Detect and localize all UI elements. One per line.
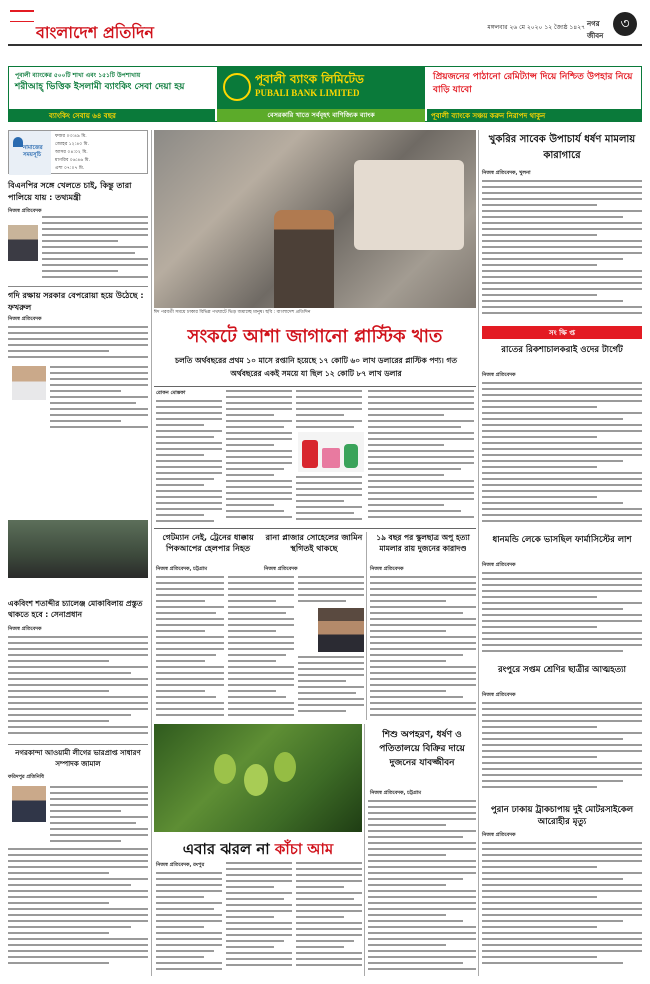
story2-title[interactable]: গদি রক্ষায় সরকার বেপরোয়া হয়ে উঠেছে : ফখরুল	[8, 291, 144, 312]
mango-fruit-2	[244, 764, 268, 796]
col-divider-mid	[366, 532, 367, 720]
mango-headline-highlight: কাঁচা আম	[274, 840, 334, 858]
child-byline: নিজস্ব প্রতিবেদক, চট্টগ্রাম	[370, 790, 421, 796]
pubali-logo-icon	[223, 73, 251, 101]
mosque-icon	[13, 137, 23, 147]
prayer-title: নামাজের সময়সূচি	[23, 145, 43, 158]
mango-body-a	[156, 872, 222, 976]
mango-fruit-3	[274, 752, 296, 782]
masthead-rule	[8, 44, 642, 46]
lead-rule	[154, 386, 476, 387]
fakhrul-photo	[12, 366, 46, 400]
col-divider-left	[151, 130, 152, 976]
story2-byline: নিজস্ব প্রতিবেদক	[8, 316, 42, 322]
old-dhaka-byline: নিজস্ব প্রতিবেদক	[482, 832, 516, 838]
middle-rule	[154, 528, 476, 529]
mango-byline: নিজস্ব প্রতিবেদক, রংপুর	[156, 862, 205, 868]
rape-byline: নিজস্ব প্রতিবেদক, খুলনা	[482, 170, 531, 176]
story1-body	[42, 216, 148, 282]
masthead	[0, 0, 650, 64]
lead-body-col3	[296, 390, 362, 430]
col-divider-child	[364, 724, 365, 976]
ad-right-bottom: পূবালী ব্যাংকে সঞ্চয় করুন নিরাপদ থাকুন	[431, 112, 546, 120]
red-chair-icon	[302, 440, 318, 468]
sack-pile	[354, 160, 464, 250]
pink-basket-icon	[322, 448, 340, 468]
night-byline: নিজস্ব প্রতিবেদক	[482, 372, 516, 378]
ad-left-main: শরীআহ্ ভিত্তিক ইসলামী ব্যাংকিং সেবা দেয়া হয়	[15, 82, 185, 92]
lead-body-col1	[156, 400, 222, 526]
logo-title[interactable]: বাংলাদেশ প্রতিদিন	[36, 23, 154, 42]
ad-left-top: পূবালী ব্যাংকের ৫০০টি শাখা এবং ১৫১টি উপশাখায়	[15, 72, 141, 79]
page-number-badge	[613, 12, 637, 36]
ad-right-main: প্রিয়জনের পাঠানো রেমিট্যান্স দিয়ে নিশ্চিত উপহার নিয়ে বাড়ি যাবো	[433, 72, 633, 95]
child-title[interactable]: শিশু অপহরণ, ধর্ষণ ও পতিতালয়ে বিক্রির দায়ে দুজনের যাবজ্জীবন	[379, 730, 465, 768]
dhanmondi-byline: নিজস্ব প্রতিবেদক	[482, 562, 516, 568]
rangpur-byline: নিজস্ব প্রতিবেদক	[482, 692, 516, 698]
story1-title[interactable]: বিএনপির সঙ্গে খেলতে চাই, কিন্তু তারা পালিয়ে যায় : তথ্যমন্ত্রী	[8, 181, 132, 202]
market-photo	[154, 130, 476, 308]
divider-1	[8, 286, 148, 287]
night-title[interactable]: রাতের রিকশাচালকরাই ওদের টার্গেট	[501, 345, 623, 355]
apu-body	[370, 576, 476, 720]
col-divider-right	[478, 130, 479, 976]
gate-byline: নিজস্ব প্রতিবেদক, চট্টগ্রাম	[156, 566, 207, 572]
lead-body-col2	[226, 390, 292, 526]
story2-body-cont	[50, 366, 148, 432]
old-dhaka-title[interactable]: পুরান ঢাকায় ট্রাকচাপায় দুই মোটরসাইকেল আরোহীর মৃত্যু	[490, 805, 634, 827]
army-event-photo	[8, 520, 148, 578]
jamal-photo	[12, 786, 46, 822]
ad-center-bottom: বেসরকারি খাতে সর্ববৃহৎ বাণিজ্যিক ব্যাংক	[267, 111, 375, 119]
rana-body-a	[228, 576, 294, 720]
night-body	[482, 382, 642, 532]
green-jug-icon	[344, 444, 358, 468]
mango-fruit-1	[214, 754, 236, 784]
story1-byline: নিজস্ব প্রতিবেদক	[8, 208, 42, 214]
rana-body-b	[298, 576, 364, 606]
prayer-times-box	[8, 130, 148, 174]
lead-headline[interactable]: সংকটে আশা জাগানো প্লাস্টিক খাত	[187, 326, 443, 347]
rana-byline: নিজস্ব প্রতিবেদক	[264, 566, 298, 572]
story4-title[interactable]: নগরকান্দা আওয়ামী লীগের ভারপ্রাপ্ত সাধারণ সম্পাদক জামাল	[15, 749, 141, 768]
story2-body	[8, 326, 148, 366]
child-body	[368, 800, 476, 976]
pubali-ad[interactable]	[8, 66, 642, 122]
prayer-row-4: মাগরিব ০৬:৪৬ মি.	[55, 158, 91, 163]
rana-title[interactable]: রানা প্লাজার সোহেলের জামিন স্থগিতই থাকছে	[265, 533, 363, 553]
apu-byline: নিজস্ব প্রতিবেদক	[370, 566, 404, 572]
mango-headline-text: এবার ঝরল না কাঁচা আম	[182, 840, 334, 858]
lead-body-col3b	[296, 476, 362, 526]
prayer-row-1: ফজর ০৩:৪৯ মি.	[55, 134, 87, 139]
lead-body-col4	[368, 390, 474, 526]
prayer-row-5: এশা ০৭:০৭ মি.	[55, 166, 85, 171]
apu-title[interactable]: ১৯ বছর পর স্কুলছাত্র অপু হত্যা মামলার রায় দুজনের কারাদণ্ড	[376, 533, 470, 553]
brief-label: সং ক্ষি প্ত	[549, 329, 575, 337]
old-dhaka-body	[482, 842, 642, 976]
mango-body-b	[226, 862, 292, 976]
mango-body-c	[296, 862, 362, 976]
story3-byline: নিজস্ব প্রতিবেদক	[8, 626, 42, 632]
porter-figure	[274, 210, 334, 308]
ad-center-en: PUBALI BANK LIMITED	[255, 88, 360, 98]
masthead-date: মঙ্গলবার ২৬ মে ২০২০ ১২ জ্যৈষ্ঠ ১৪২৭	[487, 24, 585, 31]
dhanmondi-body	[482, 572, 642, 658]
rana-body-c	[298, 656, 364, 720]
plastic-goods-photo	[298, 432, 364, 472]
gate-title[interactable]: গেটম্যান নেই, ট্রেনের ধাক্কায় পিকআপের হেলপার নিহত	[162, 533, 254, 553]
story3-title[interactable]: একবিংশ শতাব্দীর চ্যালেঞ্জ মোকাবিলায় প্রস্তুত থাকতে হবে : সেনাপ্রধান	[8, 599, 143, 619]
army-photo-caption	[8, 580, 148, 594]
lead-subheadline: চলতি অর্থবছরের প্রথম ১০ মাসে রপ্তানি হয়েছে ১৭ কোটি ৬০ লাখ ডলারের প্লাস্টিক পণ্য। গত অর্থবছরের একই সময়ে যা ছিল ১২ কোটি ৮৭ লাখ ডলার	[175, 356, 457, 378]
story4-body-cont	[8, 848, 148, 974]
rape-body	[482, 180, 642, 322]
rangpur-title[interactable]: রংপুরে সপ্তম শ্রেণির ছাত্রীর আত্মহত্যা	[497, 665, 627, 675]
prayer-row-3: আসর ০৪:০২ মি.	[55, 150, 88, 155]
ad-center-bn: পূবালী ব্যাংক লিমিটেড	[255, 72, 364, 86]
story4-body	[50, 786, 148, 846]
story4-byline: ফরিদপুর প্রতিনিধি	[8, 774, 44, 780]
gate-body	[156, 576, 224, 720]
section-label: নগর জীবন	[587, 20, 604, 40]
dhanmondi-title[interactable]: ধানমন্ডি লেকে ভাসছিল ফার্মাসিস্টের লাশ	[492, 535, 632, 545]
masthead-logo-icon	[10, 10, 34, 22]
rape-title[interactable]: খুকরির সাবেক উপাচার্য ধর্ষণ মামলায় কারাগারে	[488, 134, 636, 161]
mango-headline[interactable]	[154, 838, 362, 860]
sohel-photo	[318, 608, 364, 652]
rangpur-body	[482, 702, 642, 798]
page-number: ৩	[620, 16, 630, 32]
market-photo-caption: ঈদ পরবর্তী সময়ে ঢাকার বিভিন্ন পথঘাটে ভিড় জমাচ্ছে মানুষ। ছবি : বাংলাদেশ প্রতিদিন	[154, 310, 311, 315]
mango-photo	[154, 724, 362, 832]
prayer-row-2: জোহর ১২:৪০ মি.	[55, 142, 89, 147]
ad-left-bottom-text: ব্যাংকিং সেবায় ৬৪ বছর	[49, 112, 116, 120]
divider-2	[8, 744, 148, 745]
lead-byline: রোকন মোস্তফা	[156, 390, 186, 396]
minister-photo	[8, 225, 38, 261]
story3-body	[8, 636, 148, 742]
